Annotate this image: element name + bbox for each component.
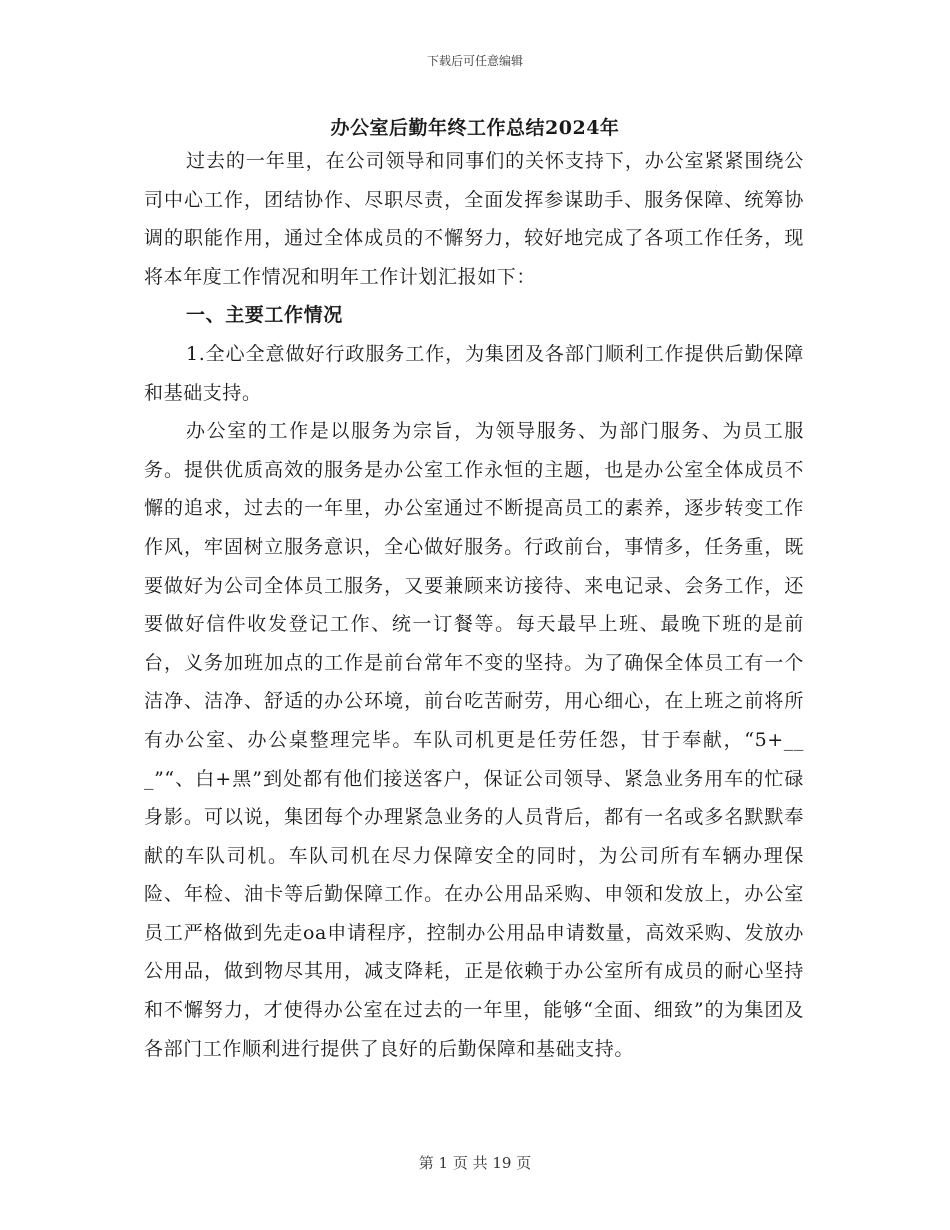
page-header-note: 下载后可任意编辑 — [426, 54, 523, 68]
page-number: 第 1 页 共 19 页 — [418, 1154, 532, 1172]
document-body — [144, 142, 804, 1068]
section-heading-main-work: 一、主要工作情况 — [186, 304, 343, 327]
body-paragraph: 办公室的工作是以服务为宗旨，为领导服务、为部门服务、为员工服务。提供优质高效的服务是办公室工作永恒的主题，也是办公室全体成员不懈的追求，过去的一年里，办公室通过不断提高员工的素养，逐步转变工作作风，牢固树立服务意识，全心做好服务。行政前台，事情多，任务重，既要做好为公司全体员工服务，又要兼顾来访接待、来电记录、会务工作，还要做好信件收发登记工作、统一订餐等。每天最早上班、最晚下班的是前台，义务加班加点的工作是前台常年不变的坚持。为了确保全体员工有一个洁净、洁净、舒适的办公环境，前台吃苦耐劳，用心细心，在上班之前将所有办公室、办公桌整理完毕。车队司机更是任劳任怨，甘于奉献，“5+___”“、白+黑”到处都有他们接送客户，保证公司领导、紧急业务用车的忙碌身影。可以说，集团每个办理紧急业务的人员背后，都有一名或多名默默奉献的车队司机。车队司机在尽力保障安全的同时，为公司所有车辆办理保险、年检、油卡等后勤保障工作。在办公用品采购、申领和发放上，办公室员工严格做到先走oa申请程序，控制办公用品申请数量，高效采购、发放办公用品，做到物尽其用，减支降耗，正是依赖于办公室所有成员的耐心坚持和不懈努力，才使得办公室在过去的一年里，能够“全面、细致”的为集团及各部门工作顺利进行提供了良好的后勤保障和基础支持。 — [144, 420, 804, 1060]
item-1-paragraph: 1.全心全意做好行政服务工作，为集团及各部门顺利工作提供后勤保障和基础支持。 — [144, 342, 804, 404]
document-title: 办公室后勤年终工作总结2024年 — [330, 117, 620, 139]
intro-paragraph: 过去的一年里，在公司领导和同事们的关怀支持下，办公室紧紧围绕公司中心工作，团结协作、尽职尽责，全面发挥参谋助手、服务保障、统筹协调的职能作用，通过全体成员的不懈努力，较好地完成了各项工作任务，现将本年度工作情况和明年工作计划汇报如下： — [144, 150, 804, 288]
